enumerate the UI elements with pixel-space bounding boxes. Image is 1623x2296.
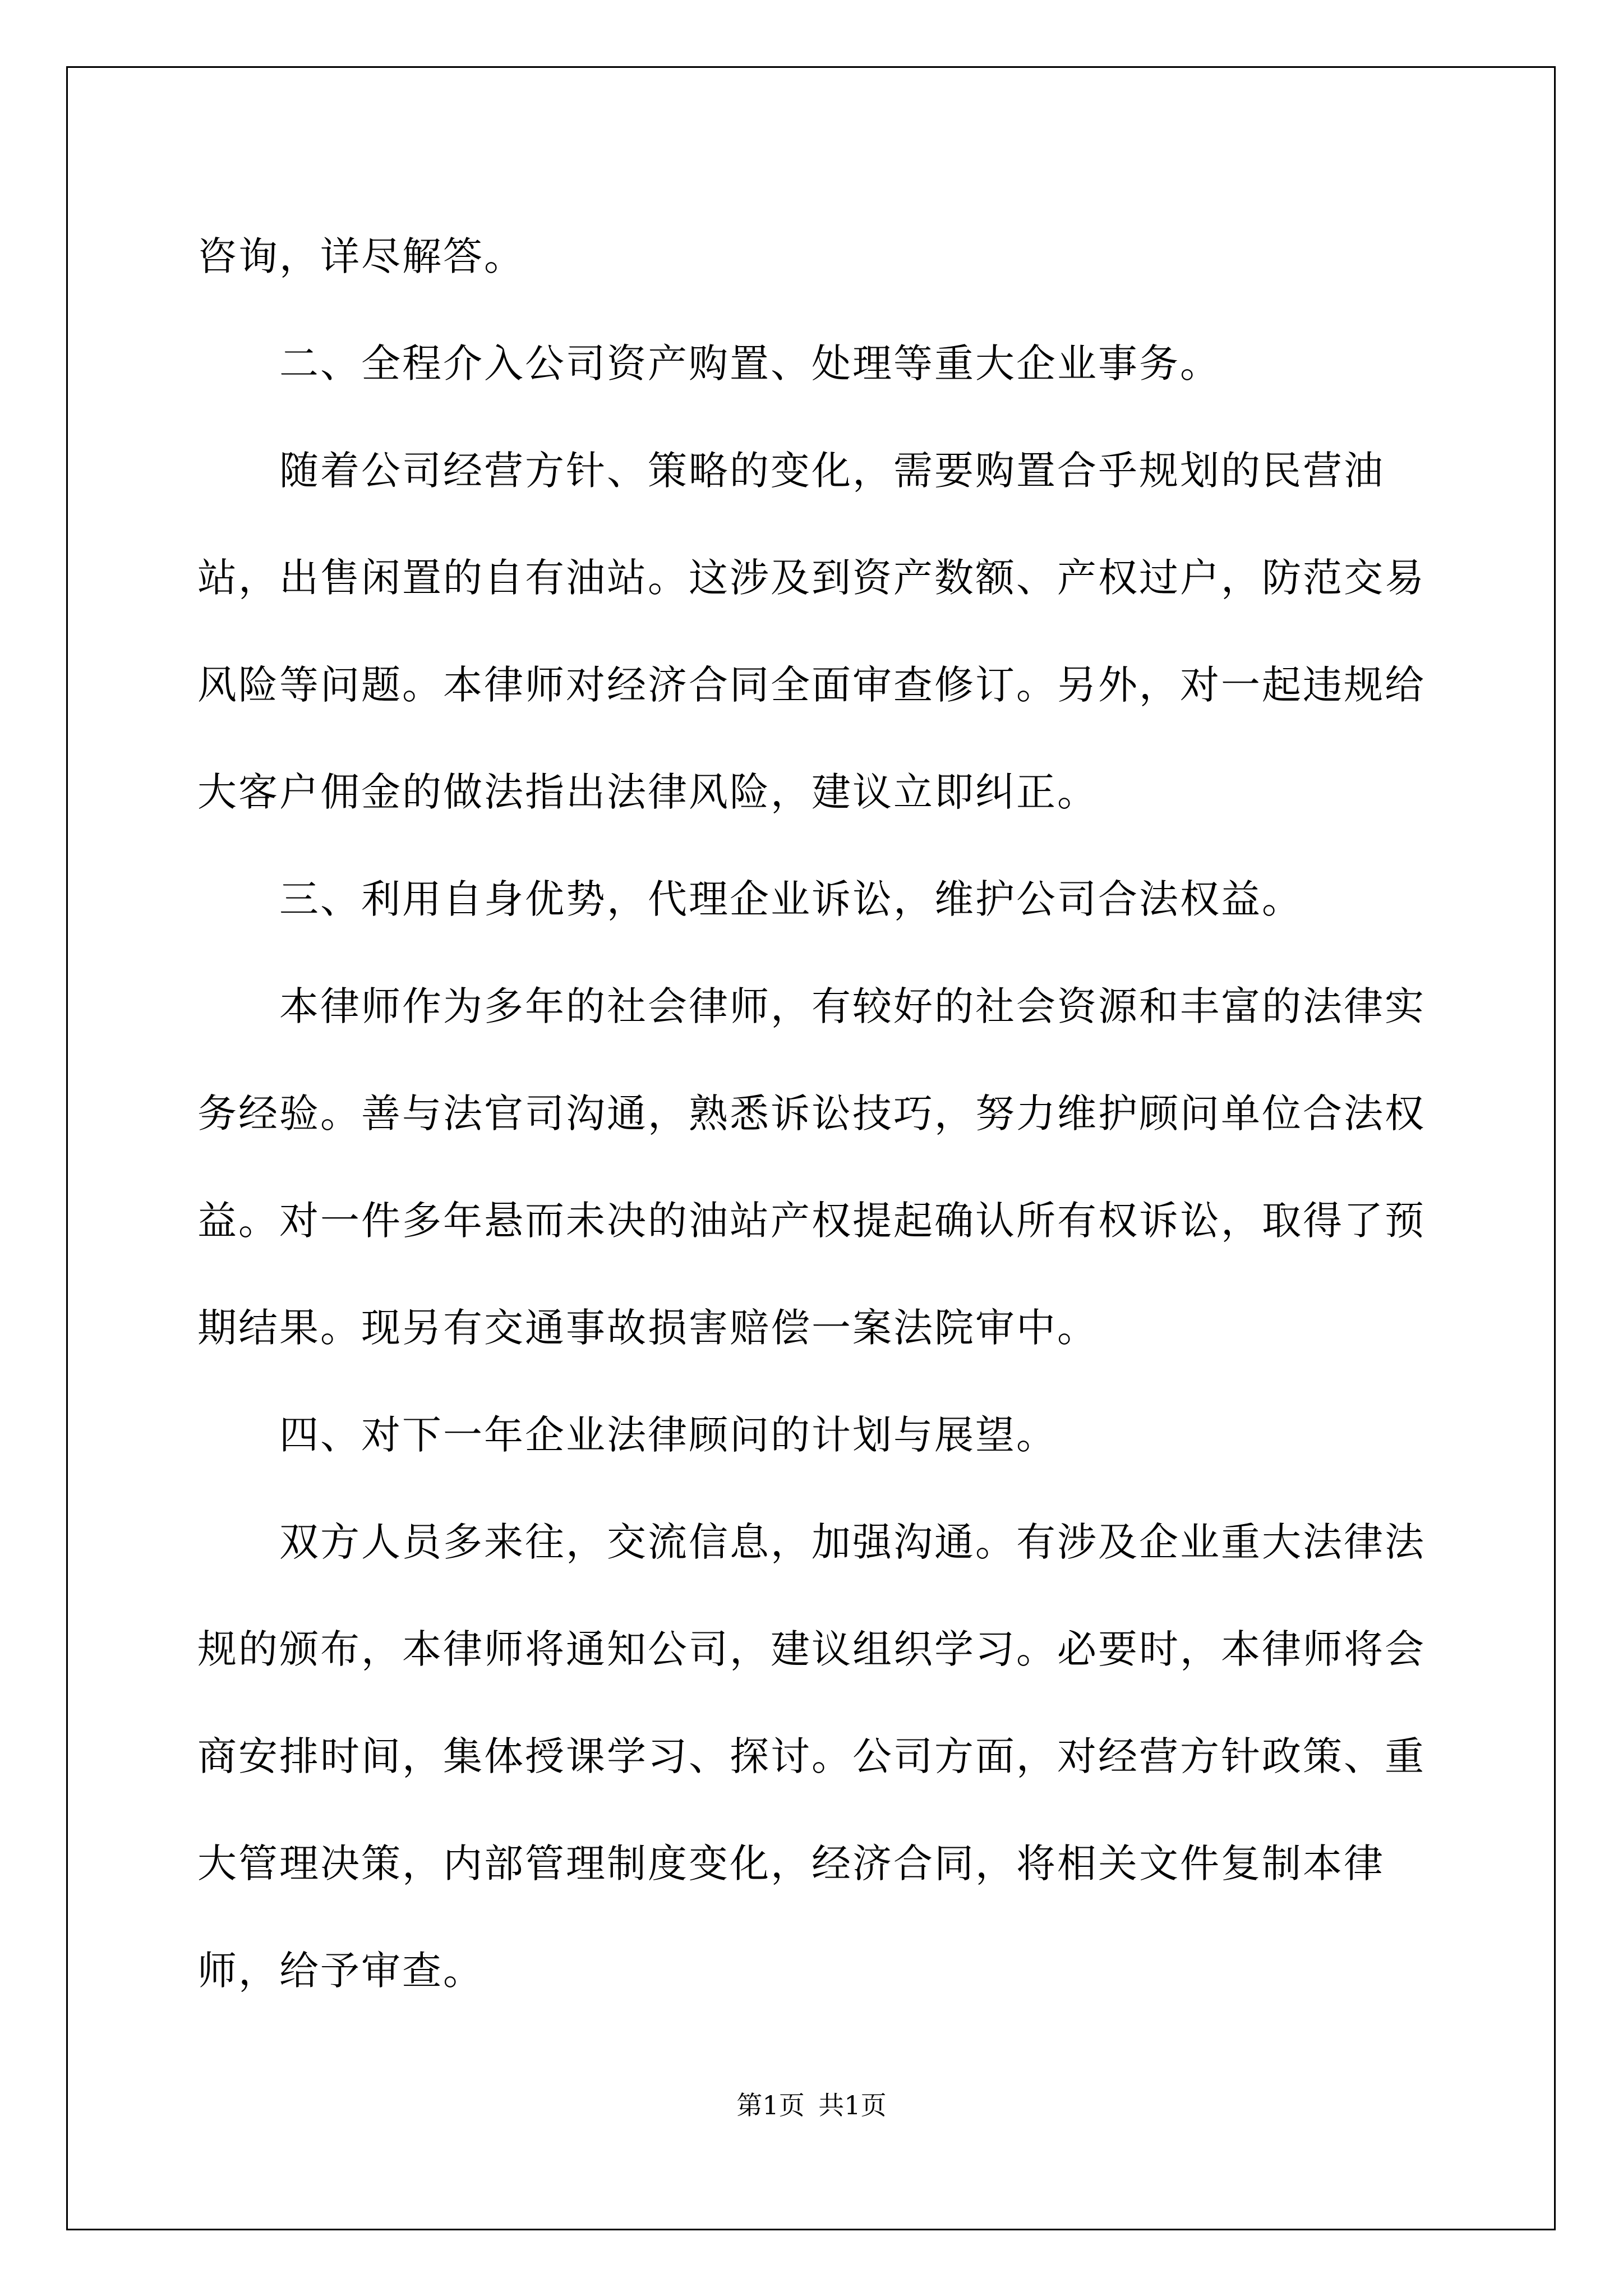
paragraph-section-4: 双方人员多来往，交流信息，加强沟通。有涉及企业重大法律法规的颁布，本律师将通知公司，建议组织学习。必要时，本律师将会商安排时间，集体授课学习、探讨。公司方面，对经营方针政策、重大管理决策，内部管理制度变化，经济合同，将相关文件复制本律师，给予审查。 <box>197 1519 1426 1994</box>
paragraph-section-2: 随着公司经营方针、策略的变化，需要购置合乎规划的民营油站，出售闲置的自有油站。这涉及到资产数额、产权过户，防范交易风险等问题。本律师对经济合同全面审查修订。另外，对一起违规给大客户佣金的做法指出法律风险，建议立即纠正。 <box>197 448 1426 815</box>
page-number-footer: 第1页 共1页 <box>736 2090 887 2120</box>
heading-section-2: 二、全程介入公司资产购置、处理等重大企业事务。 <box>197 341 1221 386</box>
heading-section-4: 四、对下一年企业法律顾问的计划与展望。 <box>197 1412 1057 1458</box>
paragraph-section-3: 本律师作为多年的社会律师，有较好的社会资源和丰富的法律实务经验。善与法官司沟通，熟悉诉讼技巧，努力维护顾问单位合法权益。对一件多年悬而未决的油站产权提起确认所有权诉讼，取得了预期结果。现另有交通事故损害赔偿一案法院审中。 <box>197 983 1426 1351</box>
heading-section-3: 三、利用自身优势，代理企业诉讼，维护公司合法权益。 <box>197 876 1303 922</box>
document-body <box>197 203 1448 2024</box>
paragraph-continuation: 咨询，详尽解答。 <box>197 233 525 279</box>
